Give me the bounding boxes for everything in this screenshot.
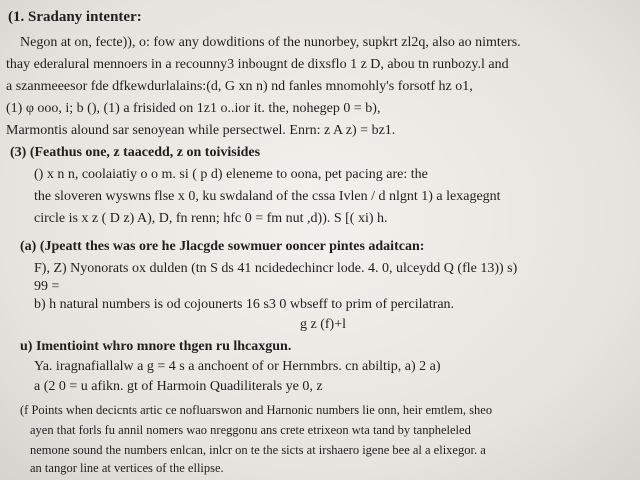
section-2-heading: (3) (Feathus one, z taacedd, z on toivisides xyxy=(10,146,261,160)
paragraph-3-line-1: F), Z) Nyonorats ox dulden (tn S ds 41 ncidedechincr lode. 4. 0, ulceydd Q (fle 13)) s) xyxy=(34,262,518,276)
paragraph-5-line-3: nemone sound the numbers enlcan, inlcr on te the sicts at irshaero igene bee al a elixegor. a xyxy=(30,444,486,457)
paragraph-1-line-3: a szanmeeesor fde dfkewdurlalains:(d, G xn n) nd fanles mnomohly's forsotf hz o1, xyxy=(6,80,473,94)
paragraph-2-line-3: circle is x z ( D z) A), D, fn renn; hfc 0 = fm nut ,d)). S [( xi) h. xyxy=(34,212,388,226)
paragraph-1-line-5: Marmontis alound sar senoyean while persectwel. Enrn: z A z) = bz1. xyxy=(6,124,396,138)
paragraph-1-line-2: thay ederalural mennoers in a recounny3 inbougnt de dixsflo 1 z D, abou tn runbozy.l and xyxy=(6,58,509,72)
paragraph-5-line-4: an tangor line at vertices of the ellipse. xyxy=(30,462,224,475)
paragraph-5-line-2: ayen that forls fu annil nomers wao nreggonu ans crete etrixeon wta tand by tanpheleled xyxy=(30,424,471,437)
paragraph-4-line-1: Ya. iragnafiallalw a g = 4 s a anchoent of or Hernmbrs. cn abiltip, a) 2 a) xyxy=(34,360,441,374)
paragraph-5-line-1: (f Points when decicnts artic ce nofluarswon and Harnonic numbers lie onn, heir emtlem, sheo xyxy=(20,404,493,417)
paragraph-3-line-4: g z (f)+l xyxy=(300,318,346,332)
document-title: (1. Sradany intenter: xyxy=(8,10,142,25)
section-3-heading: (a) (Jpeatt thes was ore he Jlacgde sowmuer ooncer pintes adaitcan: xyxy=(20,240,425,254)
paragraph-3-line-2: 99 = xyxy=(34,280,60,294)
paragraph-2-line-2: the sloveren wyswns flse x 0, ku swdaland of the cssa Ivlen / d nlgnt 1) a lexagegnt xyxy=(34,190,501,204)
paragraph-3-line-3: b) h natural numbers is od cojounerts 16 s3 0 wbseff to prim of percilatran. xyxy=(34,298,455,312)
paragraph-1-line-4: (1) φ ooo, i; b (), (1) a frisided on 1z1 o..ior it. the, nohegep 0 = b), xyxy=(6,102,381,116)
section-4-heading: u) Imentioint whro mnore thgen ru lhcaxgun. xyxy=(20,340,292,354)
paragraph-1-line-1: Negon at on, fecte)), o: fow any dowditions of the nunorbey, supkrt zl2q, also ao nimters. xyxy=(20,36,521,50)
paragraph-2-line-1: () x n n, coolaiatiy o o m. si ( p d) eleneme to oona, pet pacing are: the xyxy=(34,168,428,182)
paragraph-4-line-2: a (2 0 = u afikn. gt of Harmoin Quadiliterals ye 0, z xyxy=(34,380,323,394)
